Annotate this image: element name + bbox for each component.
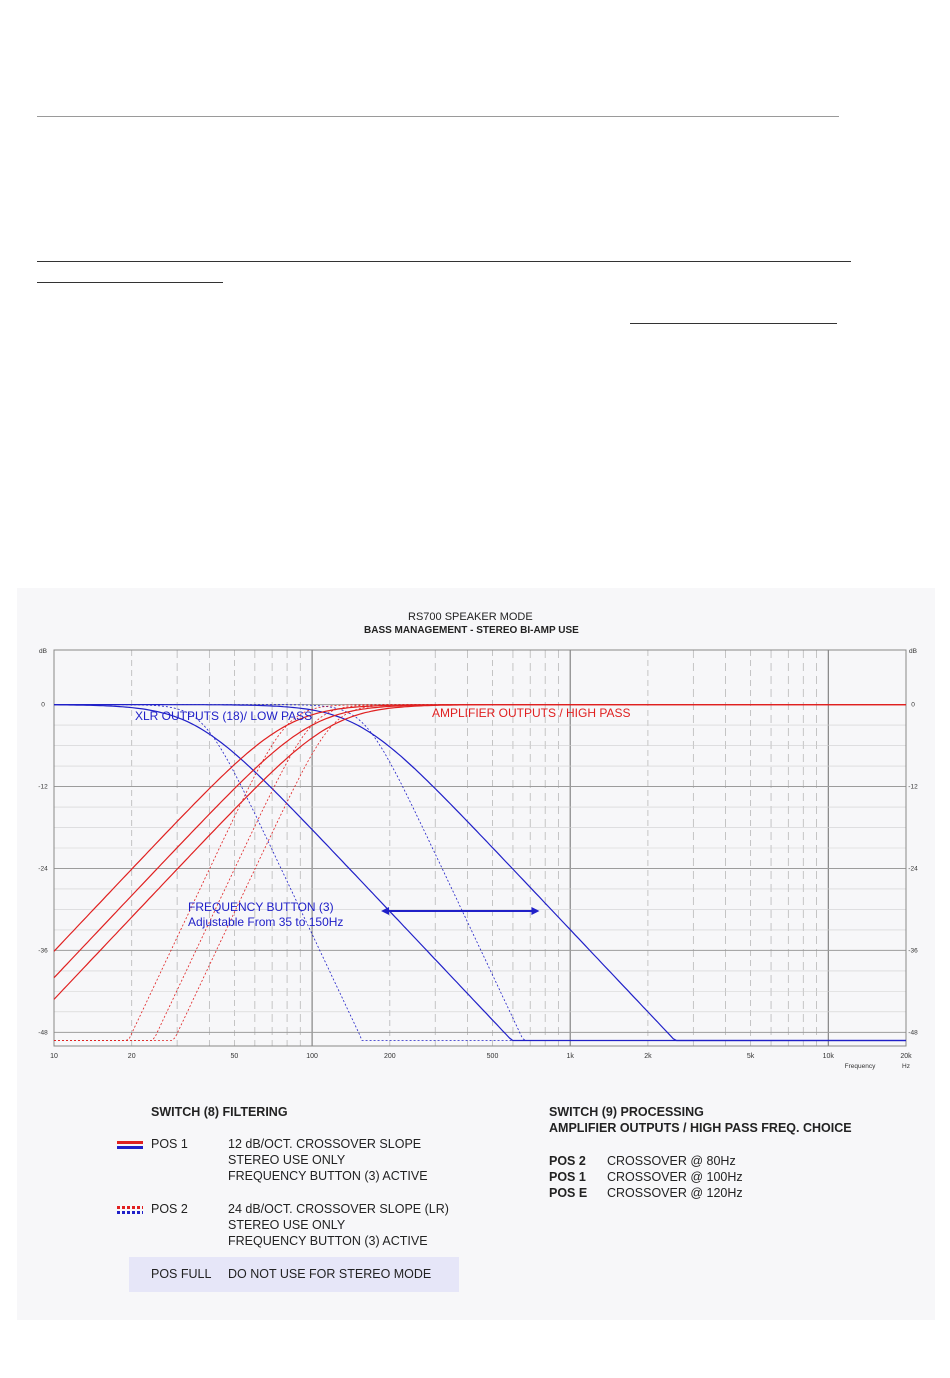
pos1-line3: FREQUENCY BUTTON (3) ACTIVE (228, 1169, 428, 1183)
x-tick-label: 2k (644, 1053, 652, 1060)
x-tick-label: 1k (566, 1053, 574, 1060)
x-tick-label: 200 (383, 1053, 396, 1060)
x-tick-label: 10k (822, 1053, 834, 1060)
pos-full-label: POS FULL (151, 1267, 212, 1281)
highpass-annotation: AMPLIFIER OUTPUTS / HIGH PASS (432, 706, 631, 720)
pos1-line2: STEREO USE ONLY (228, 1153, 346, 1167)
x-axis-unit: Hz (902, 1063, 910, 1070)
chart-title: RS700 SPEAKER MODE (408, 611, 533, 623)
processing-row-value: CROSSOVER @ 100Hz (607, 1170, 743, 1184)
y-tick-label: -36 (38, 947, 48, 955)
y-tick-label-right: -48 (908, 1029, 918, 1037)
pos1-line1: 12 dB/OCT. CROSSOVER SLOPE (228, 1137, 422, 1151)
y-tick-label: -24 (38, 865, 48, 873)
x-tick-label: 100 (306, 1053, 318, 1060)
chart-subtitle: BASS MANAGEMENT - STEREO BI-AMP USE (364, 625, 579, 636)
lowpass-annotation: XLR OUTPUTS (18)/ LOW PASS (135, 709, 313, 723)
x-tick-label: 20k (900, 1053, 912, 1060)
page-rule-top (37, 116, 839, 117)
processing-row-pos: POS E (549, 1186, 588, 1200)
x-tick-label: 5k (746, 1053, 755, 1060)
y-axis-label: dB (39, 648, 47, 655)
solid-line-swatch (117, 1139, 143, 1151)
pos2-label: POS 2 (151, 1202, 188, 1216)
frequency-response-chart (17, 588, 935, 1078)
page-rule-short (37, 282, 223, 283)
pos2-line2: STEREO USE ONLY (228, 1218, 346, 1232)
page-rule-middle (37, 261, 851, 262)
dotted-line-swatch (117, 1204, 143, 1216)
y-tick-label-right: -36 (908, 947, 918, 955)
x-tick-label: 50 (230, 1053, 239, 1060)
y-axis-label-right: dB (909, 648, 917, 655)
crossover-figure (17, 588, 935, 1320)
processing-row-value: CROSSOVER @ 80Hz (607, 1154, 736, 1168)
y-tick-label-right: -24 (908, 865, 918, 873)
processing-row-pos: POS 2 (549, 1154, 586, 1168)
y-tick-label: 0 (41, 701, 45, 709)
x-tick-label: 500 (486, 1053, 499, 1060)
frequency-range-annotation: Adjustable From 35 to 150Hz (188, 915, 344, 929)
pos2-line1: 24 dB/OCT. CROSSOVER SLOPE (LR) (228, 1202, 449, 1216)
x-tick-label: 10 (50, 1053, 58, 1060)
processing-subheading: AMPLIFIER OUTPUTS / HIGH PASS FREQ. CHOICE (549, 1121, 852, 1135)
frequency-button-annotation: FREQUENCY BUTTON (3) (188, 900, 334, 914)
page-rule-right (630, 323, 837, 324)
y-tick-label: -48 (38, 1029, 48, 1037)
x-axis-label: Frequency (844, 1063, 876, 1070)
pos-full-text: DO NOT USE FOR STEREO MODE (228, 1267, 432, 1281)
y-tick-label-right: 0 (911, 701, 915, 709)
processing-row-pos: POS 1 (549, 1170, 586, 1184)
pos2-line3: FREQUENCY BUTTON (3) ACTIVE (228, 1234, 428, 1248)
pos1-label: POS 1 (151, 1137, 188, 1151)
x-tick-label: 20 (127, 1053, 136, 1060)
processing-heading: SWITCH (9) PROCESSING (549, 1105, 704, 1119)
processing-row-value: CROSSOVER @ 120Hz (607, 1186, 743, 1200)
y-tick-label-right: -12 (908, 783, 918, 791)
y-tick-label: -12 (38, 783, 48, 791)
filtering-heading: SWITCH (8) FILTERING (151, 1105, 288, 1119)
